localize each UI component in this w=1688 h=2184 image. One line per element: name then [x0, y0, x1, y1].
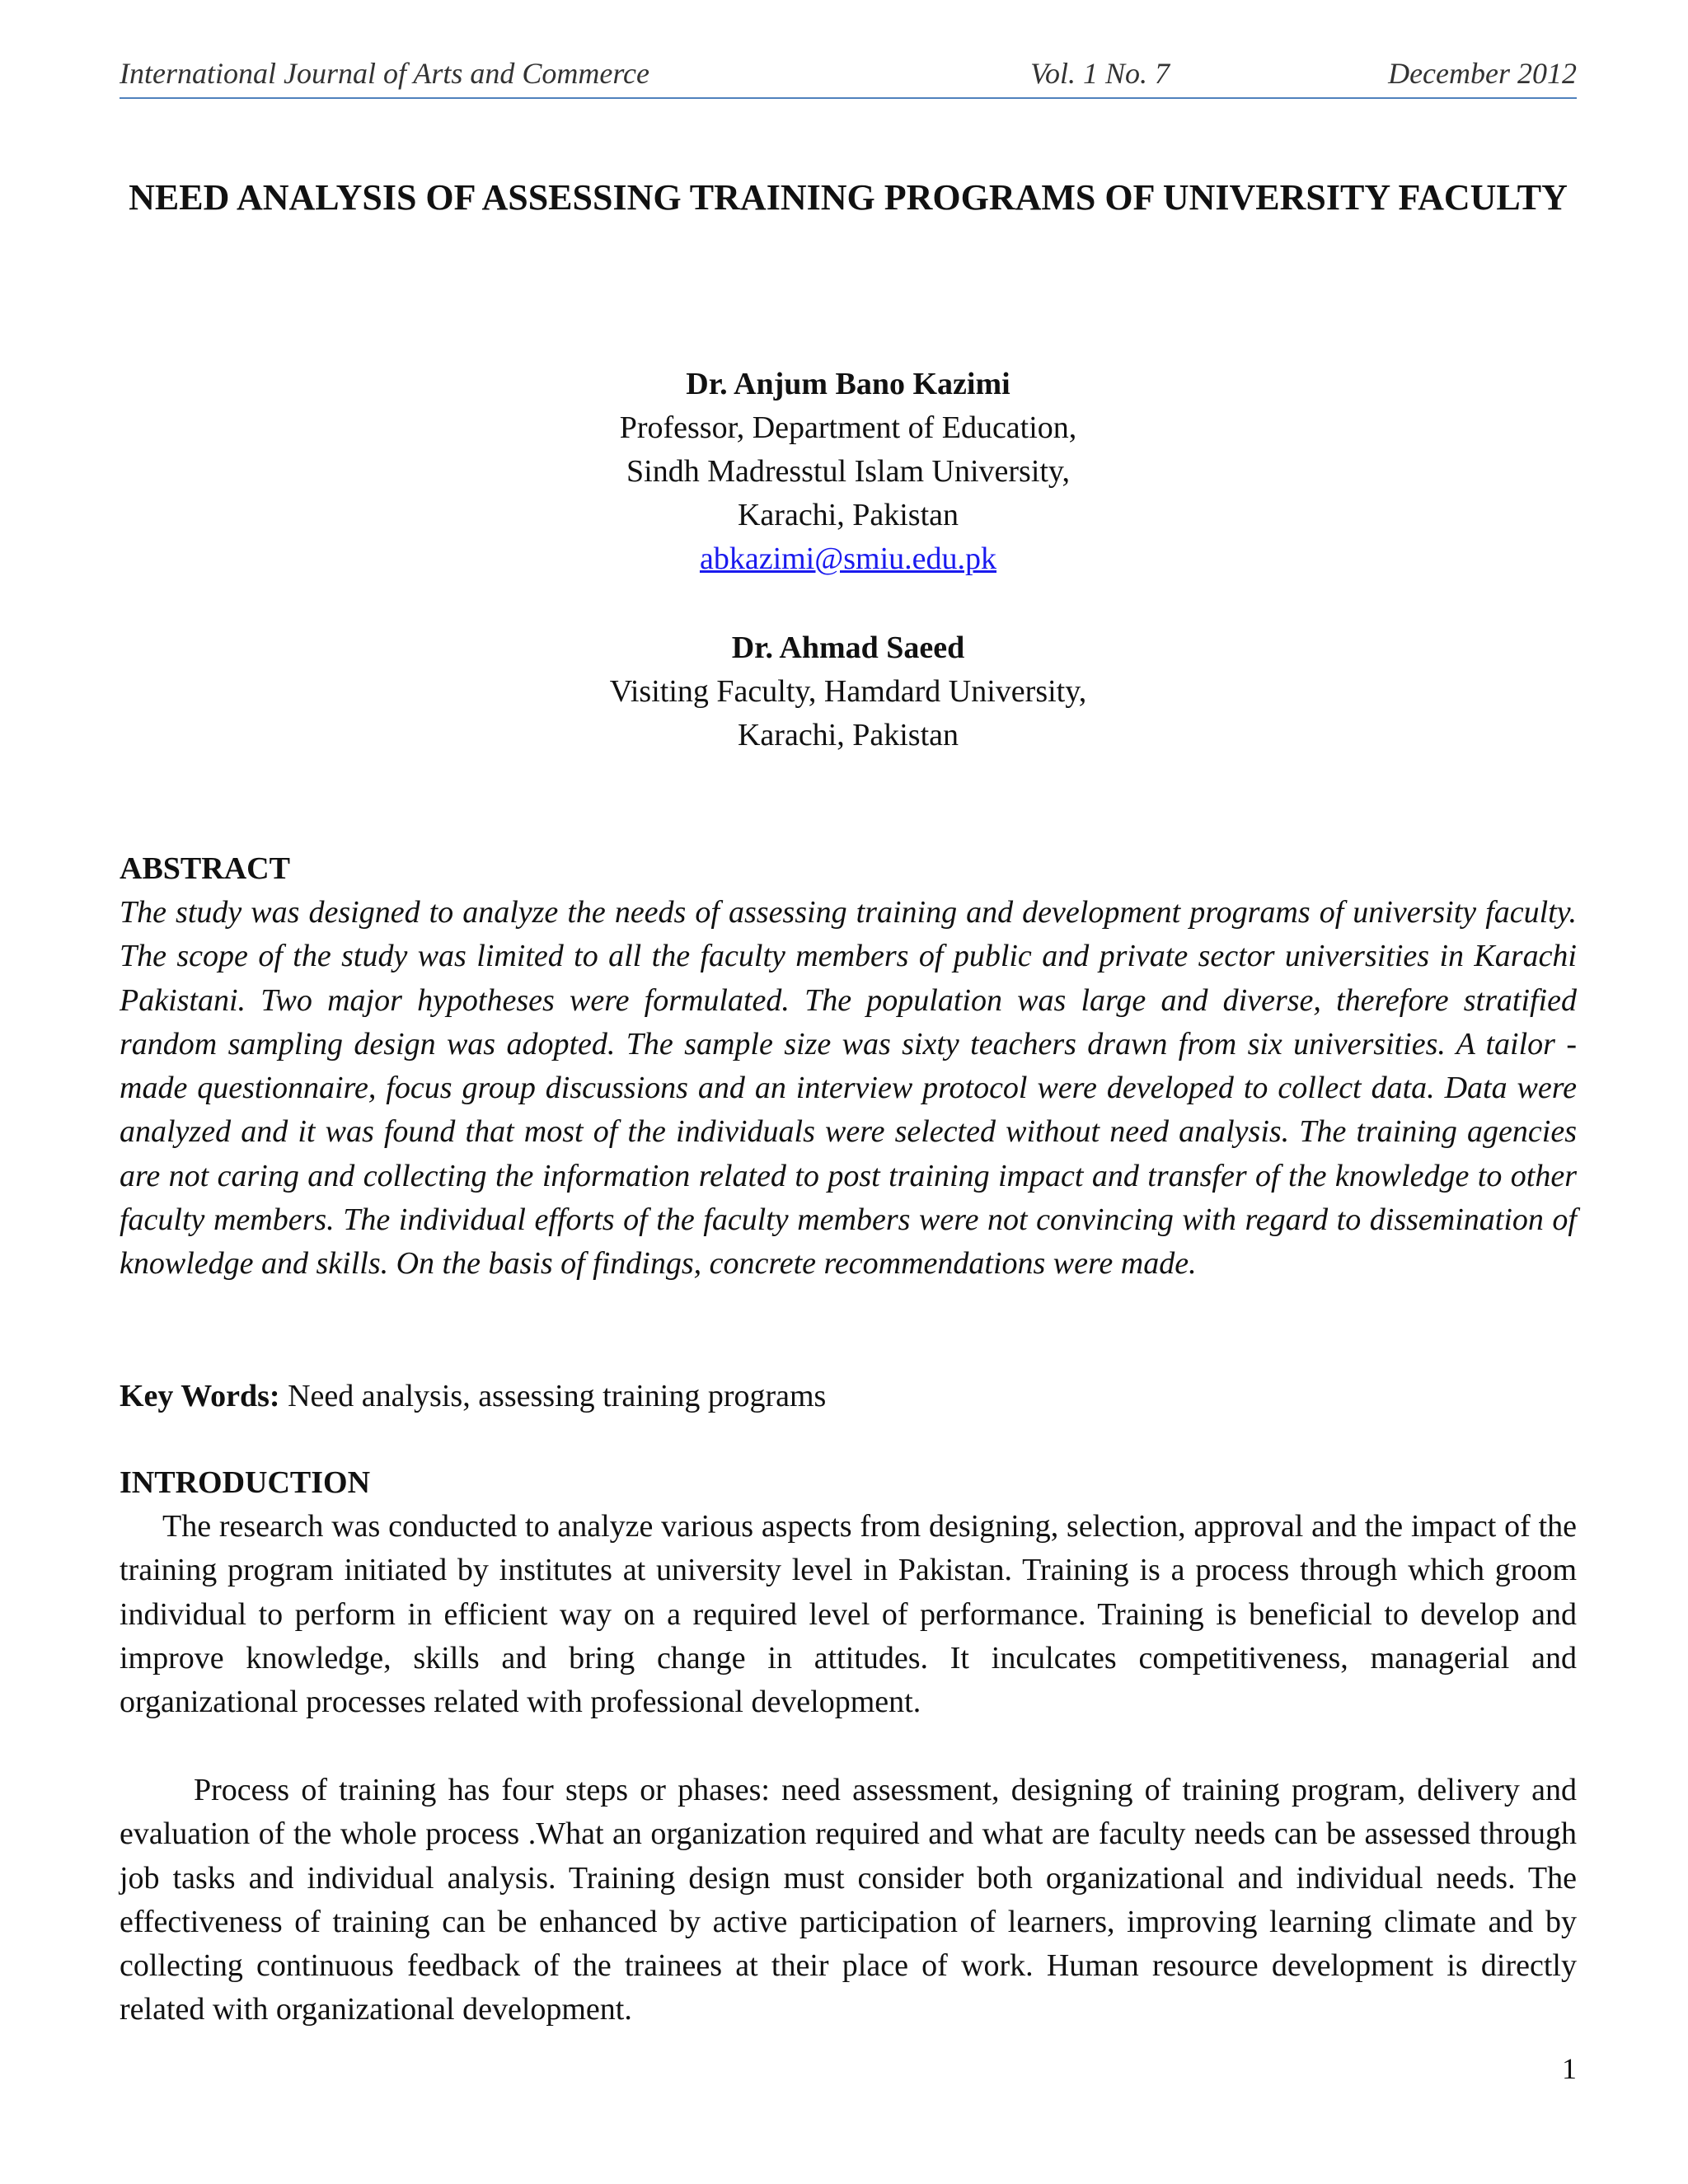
author-position: Visiting Faculty, Hamdard University, [609, 674, 1087, 709]
author-location: Karachi, Pakistan [737, 718, 959, 752]
running-header [120, 54, 1577, 99]
abstract-text: The study was designed to analyze the needs of assessing training and development programs of university faculty. The scope of the study was limited to all the faculty members of public and private sector universities in Karachi Pakistani. Two major hypotheses were formulated. The population was large and diverse, therefore stratified random sampling design was adopted. The sample size was sixty teachers drawn from six universities. A tailor -made questionnaire, focus group discussions and an interview protocol were developed to collect data. Data were analyzed and it was found that most of the individuals were selected without need analysis. The training agencies are not caring and collecting the information related to post training impact and transfer of the knowledge to other faculty members. The individual efforts of the faculty members were not convincing with regard to dissemination of knowledge and skills. On the basis of findings, concrete recommendations were made. [120, 895, 1577, 1282]
keywords [120, 1375, 1577, 1418]
page-number: 1 [1562, 2052, 1577, 2085]
journal-name: International Journal of Arts and Commerce [120, 57, 649, 90]
introduction-heading: INTRODUCTION [120, 1465, 371, 1500]
author-name: Dr. Ahmad Saeed [731, 630, 965, 665]
author-block-1 [120, 363, 1577, 581]
paper-title: NEED ANALYSIS OF ASSESSING TRAINING PROGRAMS OF UNIVERSITY FACULTY [129, 177, 1568, 218]
author-email-link[interactable]: abkazimi@smiu.edu.pk [699, 541, 997, 576]
introduction-paragraph: The research was conducted to analyze various aspects from designing, selection, approval and the impact of the training program initiated by institutes at university level in Pakistan. Training is a process through which groom individual to perform in efficient way on a required level of performance. Training is beneficial to develop and improve knowledge, skills and bring change in attitudes. It inculcates competitiveness, managerial and organizational processes related with professional development. [120, 1509, 1577, 1720]
author-block-2 [120, 626, 1577, 757]
author-institution: Sindh Madresstul Islam University, [626, 454, 1070, 489]
author-position: Professor, Department of Education, [619, 410, 1077, 445]
author-name: Dr. Anjum Bano Kazimi [686, 367, 1010, 401]
keywords-text: Need analysis, assessing training programs [279, 1379, 827, 1413]
keywords-label: Key Words: [120, 1379, 280, 1413]
introduction-paragraph: Process of training has four steps or phases: need assessment, designing of training program, delivery and evaluation of the whole process .What an organization required and what are faculty needs can be assessed through job tasks and individual analysis. Training design must consider both organizational and individual needs. The effectiveness of training can be enhanced by active participation of learners, improving learning climate and by collecting continuous feedback of the trainees at their place of work. Human resource development is directly related with organizational development. [120, 1773, 1577, 2027]
abstract-heading: ABSTRACT [120, 851, 290, 886]
journal-date: December 2012 [1388, 57, 1577, 90]
journal-volume: Vol. 1 No. 7 [1030, 57, 1170, 90]
author-location: Karachi, Pakistan [737, 498, 959, 532]
